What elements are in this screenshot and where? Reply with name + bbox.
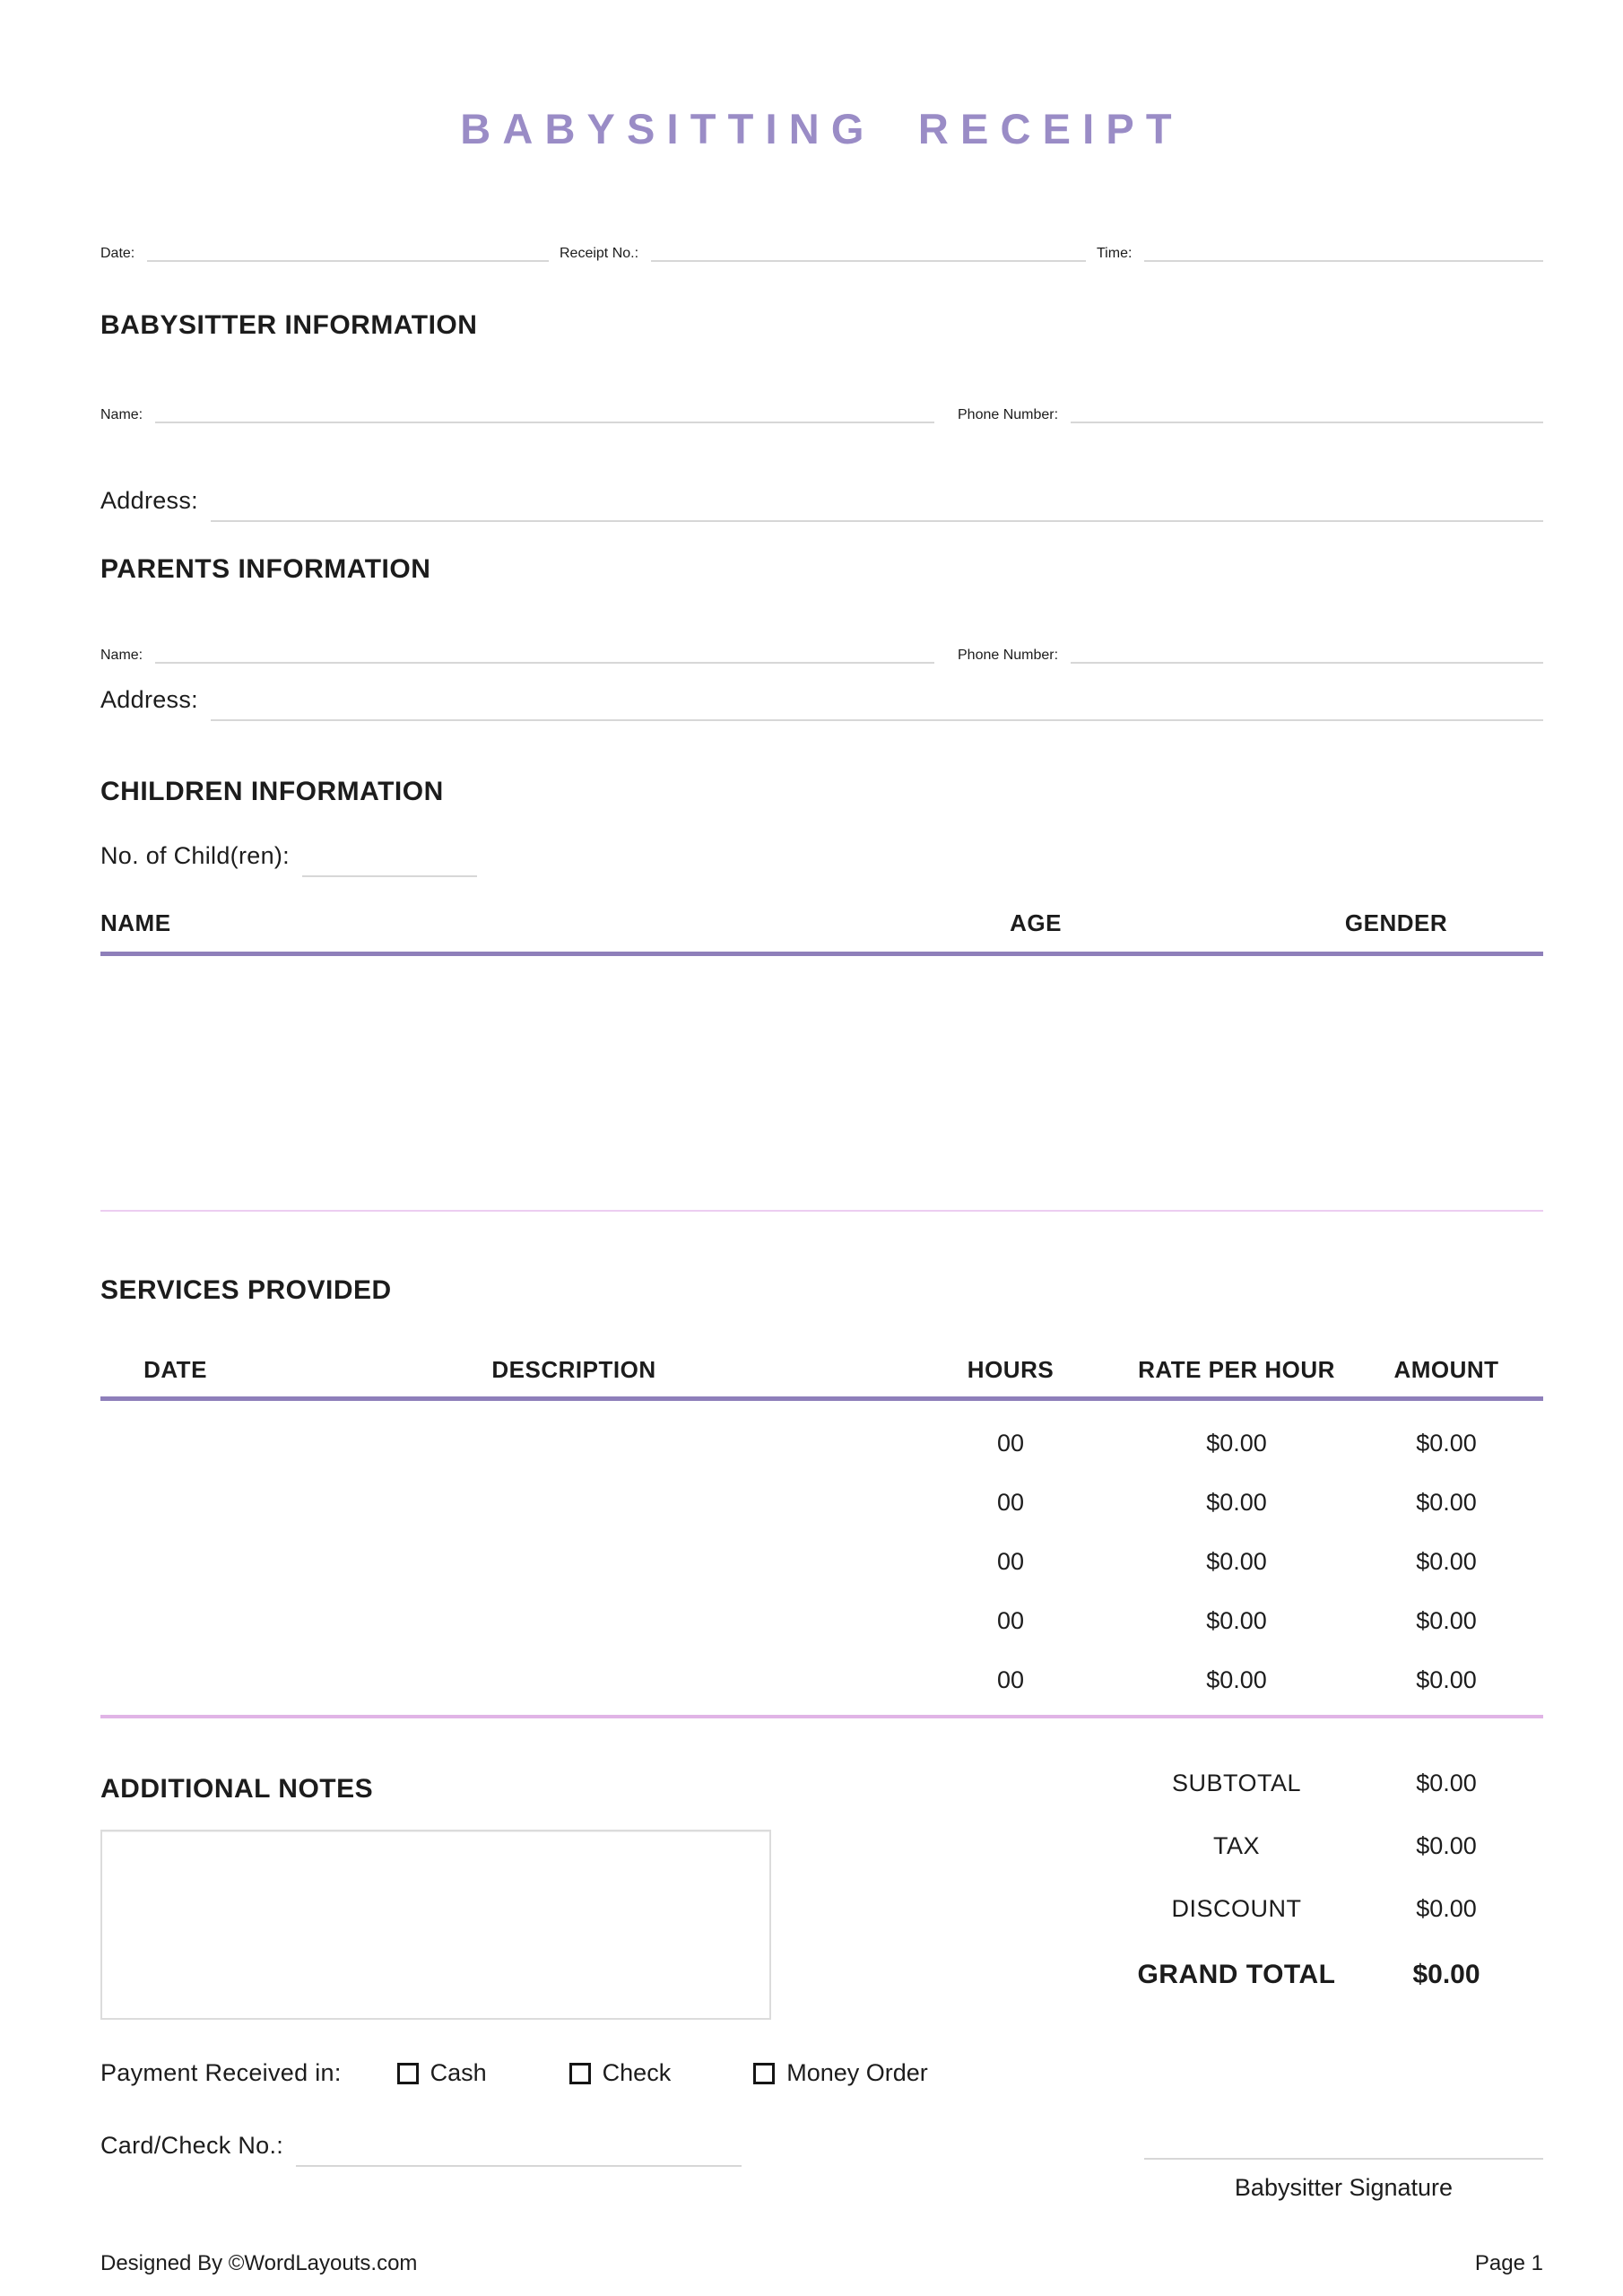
check-checkbox-icon[interactable] [569,2063,591,2084]
service-row [100,1532,1543,1591]
service-date-cell[interactable] [100,1532,250,1591]
service-description-cell[interactable] [250,1473,898,1532]
service-row [100,1650,1543,1709]
card-check-no-label: Card/Check No.: [100,2132,284,2159]
check-option-label: Check [602,2059,672,2086]
babysitter-phone-field [958,387,1543,423]
service-rate-cell[interactable]: $0.00 [1206,1488,1267,1516]
children-count-label: No. of Child(ren): [100,842,290,869]
service-description-cell[interactable] [250,1413,898,1473]
babysitter-section-heading: BABYSITTER INFORMATION [100,310,478,340]
services-bottom-divider [100,1715,1543,1718]
babysitter-name-input-line[interactable] [155,387,934,423]
parents-section-heading: PARENTS INFORMATION [100,554,431,584]
money-order-checkbox-icon[interactable] [753,2063,775,2084]
service-hours-cell[interactable]: 00 [996,1547,1025,1575]
babysitter-name-label: Name: [100,407,143,422]
babysitter-phone-input-line[interactable] [1071,387,1543,423]
notes-input-box[interactable] [100,1830,771,2020]
parents-name-label: Name: [100,648,143,663]
time-field [1097,226,1543,262]
babysitter-name-field [100,387,934,423]
service-rate-cell[interactable]: $0.00 [1206,1547,1267,1575]
receipt-no-label: Receipt No.: [560,246,639,261]
date-input-line[interactable] [147,226,549,262]
service-date-cell[interactable] [100,1650,250,1709]
parents-phone-label: Phone Number: [958,648,1059,663]
babysitter-address-label: Address: [100,487,198,514]
children-count-field [100,834,1543,877]
service-description-cell[interactable] [250,1532,898,1591]
parents-name-field [100,628,934,664]
babysitter-name-phone-row [100,380,1543,423]
payment-option-check[interactable] [569,2059,672,2087]
service-description-cell[interactable] [250,1650,898,1709]
subtotal-row [1124,1763,1543,1803]
service-amount-cell[interactable]: $0.00 [1416,1488,1477,1516]
parents-address-field [100,678,1543,721]
payment-option-cash[interactable] [397,2059,487,2087]
service-hours-cell[interactable]: 00 [996,1429,1025,1457]
grand-total-row [1124,1955,1543,1995]
discount-row [1124,1889,1543,1928]
babysitter-phone-label: Phone Number: [958,407,1059,422]
grand-total-label: GRAND TOTAL [1137,1960,1336,1989]
service-amount-cell[interactable]: $0.00 [1416,1665,1477,1693]
services-col-hours: HOURS [967,1356,1055,1383]
services-table-body [100,1413,1543,1709]
children-count-input-line[interactable] [302,841,477,877]
children-table-header [100,909,1543,956]
children-col-gender: GENDER [1344,909,1448,936]
card-check-no-field [100,2127,742,2167]
subtotal-value[interactable]: $0.00 [1416,1769,1477,1796]
babysitter-signature-label: Babysitter Signature [1234,2174,1454,2201]
date-field [100,226,549,262]
date-label: Date: [100,246,135,261]
parents-address-input-line[interactable] [211,685,1543,721]
service-row [100,1591,1543,1650]
page-footer [100,2251,1543,2276]
service-amount-cell[interactable]: $0.00 [1416,1606,1477,1634]
babysitter-signature-line[interactable] [1144,2124,1543,2160]
service-date-cell[interactable] [100,1413,250,1473]
parents-name-input-line[interactable] [155,628,934,664]
service-rate-cell[interactable]: $0.00 [1206,1665,1267,1693]
cash-option-label: Cash [430,2059,487,2086]
service-hours-cell[interactable]: 00 [996,1488,1025,1516]
children-rows-area[interactable] [100,961,1543,1204]
service-row [100,1413,1543,1473]
services-section-heading: SERVICES PROVIDED [100,1275,392,1305]
page-title: BABYSITTING RECEIPT [460,105,1184,152]
parents-phone-input-line[interactable] [1071,628,1543,664]
services-col-date: DATE [143,1356,207,1383]
card-check-no-input-line[interactable] [296,2133,742,2167]
discount-label: DISCOUNT [1171,1894,1302,1922]
service-row [100,1473,1543,1532]
parents-phone-field [958,628,1543,664]
parents-address-label: Address: [100,686,198,713]
services-col-amount: AMOUNT [1393,1356,1499,1383]
meta-row [100,217,1543,262]
services-col-description: DESCRIPTION [491,1356,656,1383]
receipt-no-field [560,226,1086,262]
time-input-line[interactable] [1144,226,1543,262]
service-hours-cell[interactable]: 00 [996,1606,1025,1634]
service-description-cell[interactable] [250,1591,898,1650]
tax-value[interactable]: $0.00 [1416,1831,1477,1859]
payment-option-money-order[interactable] [753,2059,928,2087]
grand-total-value[interactable]: $0.00 [1412,1960,1480,1989]
receipt-no-input-line[interactable] [651,226,1086,262]
time-label: Time: [1097,246,1133,261]
service-hours-cell[interactable]: 00 [996,1665,1025,1693]
children-col-name: NAME [100,909,171,936]
footer-credit: Designed By ©WordLayouts.com [100,2251,418,2275]
babysitter-address-field [100,479,1543,522]
payment-method-row [100,2059,1543,2087]
services-col-rate: RATE PER HOUR [1138,1356,1335,1383]
service-rate-cell[interactable]: $0.00 [1206,1606,1267,1634]
payment-label: Payment Received in: [100,2059,342,2086]
tax-label: TAX [1212,1831,1260,1859]
service-rate-cell[interactable]: $0.00 [1206,1429,1267,1457]
section-divider-thin [100,1210,1543,1212]
cash-checkbox-icon[interactable] [397,2063,419,2084]
parents-name-phone-row [100,621,1543,664]
money-order-option-label: Money Order [786,2059,928,2086]
service-date-cell[interactable] [100,1473,250,1532]
children-section-heading: CHILDREN INFORMATION [100,777,444,806]
children-col-age: AGE [1010,909,1062,936]
footer-page-number: Page 1 [1474,2251,1543,2275]
babysitter-address-input-line[interactable] [211,486,1543,522]
discount-value[interactable]: $0.00 [1416,1894,1477,1922]
notes-section-heading: ADDITIONAL NOTES [100,1774,374,1804]
subtotal-label: SUBTOTAL [1171,1769,1302,1796]
service-amount-cell[interactable]: $0.00 [1416,1429,1477,1457]
service-amount-cell[interactable]: $0.00 [1416,1547,1477,1575]
service-date-cell[interactable] [100,1591,250,1650]
tax-row [1124,1826,1543,1866]
services-table-header [100,1356,1543,1401]
